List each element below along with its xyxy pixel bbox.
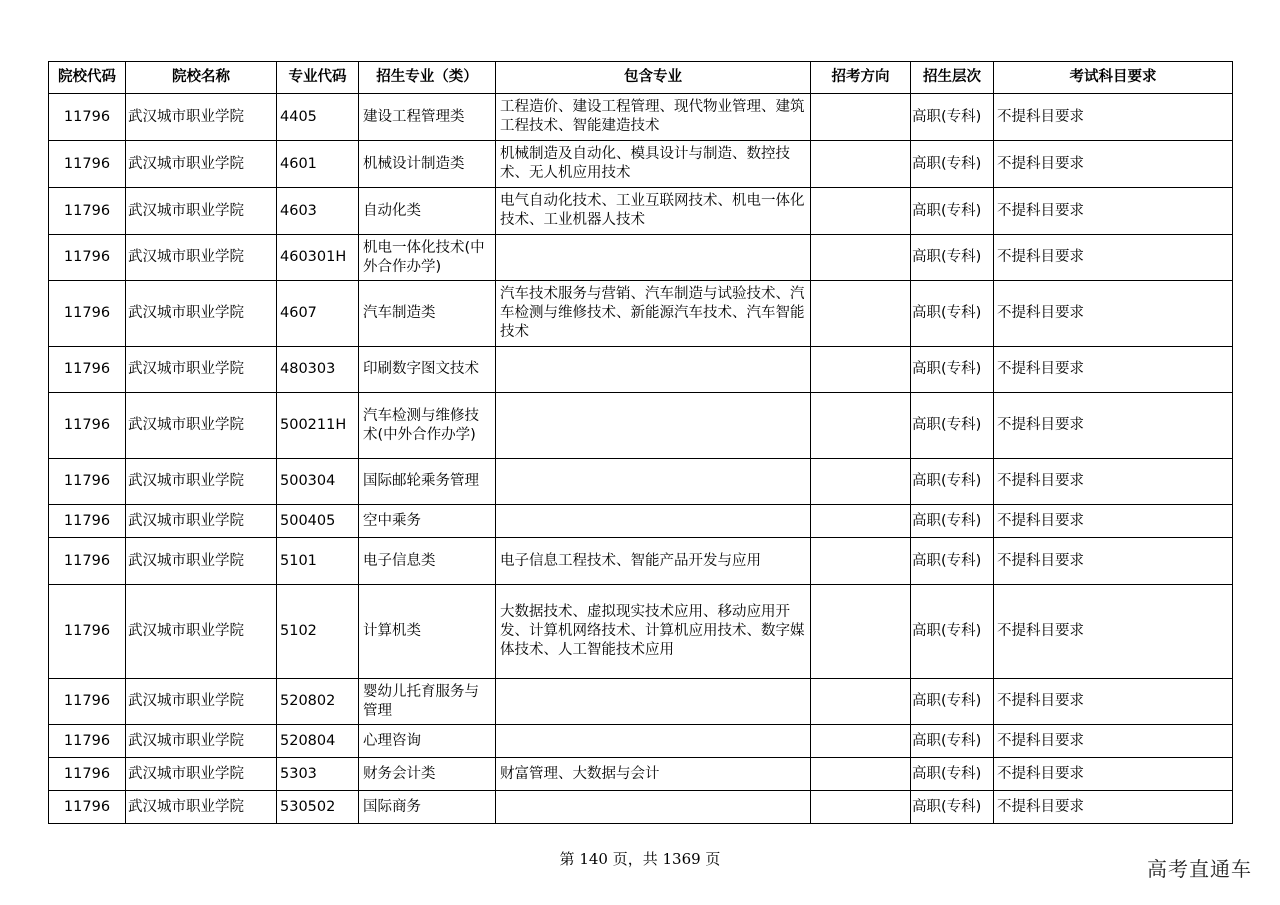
cell-school-code: 11796 [49,585,126,679]
col-header-includes: 包含专业 [496,62,811,94]
cell-direction [811,791,911,824]
col-header-requirement: 考试科目要求 [994,62,1233,94]
col-header-direction: 招考方向 [811,62,911,94]
table-row [49,235,1233,281]
cell-requirement: 不提科目要求 [994,538,1233,585]
table-body [49,94,1233,824]
cell-school-code: 11796 [49,94,126,141]
cell-direction [811,188,911,235]
cell-includes: 大数据技术、虚拟现实技术应用、移动应用开发、计算机网络技术、计算机应用技术、数字媒体技术、人工智能技术应用 [496,585,811,679]
cell-school-code: 11796 [49,141,126,188]
cell-major: 自动化类 [359,188,496,235]
cell-school-name: 武汉城市职业学院 [126,585,277,679]
cell-school-name: 武汉城市职业学院 [126,538,277,585]
table-row [49,281,1233,347]
cell-direction [811,94,911,141]
cell-major-code: 4405 [277,94,359,141]
cell-school-code: 11796 [49,538,126,585]
table-row [49,679,1233,725]
cell-major-code: 520804 [277,725,359,758]
cell-major: 心理咨询 [359,725,496,758]
table-row [49,459,1233,505]
page-number: 第 140 页，共 1369 页 [559,850,721,868]
cell-requirement: 不提科目要求 [994,679,1233,725]
cell-direction [811,235,911,281]
table-row [49,791,1233,824]
cell-requirement: 不提科目要求 [994,393,1233,459]
table-row [49,538,1233,585]
cell-direction [811,505,911,538]
cell-major-code: 520802 [277,679,359,725]
table-row [49,141,1233,188]
cell-requirement: 不提科目要求 [994,585,1233,679]
cell-major-code: 460301H [277,235,359,281]
cell-major: 计算机类 [359,585,496,679]
cell-includes [496,235,811,281]
cell-direction [811,538,911,585]
cell-major: 电子信息类 [359,538,496,585]
table-row [49,725,1233,758]
cell-major: 财务会计类 [359,758,496,791]
cell-major-code: 480303 [277,347,359,393]
cell-school-name: 武汉城市职业学院 [126,393,277,459]
cell-school-name: 武汉城市职业学院 [126,141,277,188]
cell-level: 高职(专科) [911,585,994,679]
cell-major-code: 4603 [277,188,359,235]
table-row [49,505,1233,538]
table-row [49,94,1233,141]
cell-major-code: 5101 [277,538,359,585]
cell-level: 高职(专科) [911,281,994,347]
table-row [49,393,1233,459]
cell-school-name: 武汉城市职业学院 [126,679,277,725]
cell-direction [811,758,911,791]
cell-level: 高职(专科) [911,94,994,141]
cell-major-code: 500405 [277,505,359,538]
cell-level: 高职(专科) [911,758,994,791]
cell-school-code: 11796 [49,758,126,791]
cell-major-code: 4607 [277,281,359,347]
cell-requirement: 不提科目要求 [994,347,1233,393]
cell-direction [811,585,911,679]
cell-includes: 电子信息工程技术、智能产品开发与应用 [496,538,811,585]
cell-level: 高职(专科) [911,725,994,758]
cell-level: 高职(专科) [911,393,994,459]
cell-includes [496,791,811,824]
cell-includes [496,679,811,725]
cell-school-code: 11796 [49,505,126,538]
watermark-logo: 高考直通车 [1147,857,1252,881]
cell-includes: 电气自动化技术、工业互联网技术、机电一体化技术、工业机器人技术 [496,188,811,235]
table-row [49,188,1233,235]
cell-major: 国际邮轮乘务管理 [359,459,496,505]
cell-school-name: 武汉城市职业学院 [126,791,277,824]
table-row [49,758,1233,791]
table-row [49,585,1233,679]
cell-includes [496,347,811,393]
cell-level: 高职(专科) [911,679,994,725]
cell-major-code: 5102 [277,585,359,679]
cell-requirement: 不提科目要求 [994,94,1233,141]
cell-level: 高职(专科) [911,141,994,188]
cell-major: 汽车制造类 [359,281,496,347]
cell-major-code: 500211H [277,393,359,459]
cell-school-name: 武汉城市职业学院 [126,188,277,235]
cell-requirement: 不提科目要求 [994,141,1233,188]
cell-requirement: 不提科目要求 [994,505,1233,538]
cell-direction [811,347,911,393]
cell-major-code: 4601 [277,141,359,188]
cell-direction [811,393,911,459]
cell-school-name: 武汉城市职业学院 [126,725,277,758]
cell-school-code: 11796 [49,235,126,281]
cell-school-name: 武汉城市职业学院 [126,505,277,538]
cell-requirement: 不提科目要求 [994,281,1233,347]
cell-school-code: 11796 [49,791,126,824]
cell-major: 印刷数字图文技术 [359,347,496,393]
header-row [49,62,1233,94]
cell-school-code: 11796 [49,347,126,393]
cell-level: 高职(专科) [911,188,994,235]
cell-direction [811,281,911,347]
cell-direction [811,141,911,188]
cell-major: 空中乘务 [359,505,496,538]
cell-includes: 汽车技术服务与营销、汽车制造与试验技术、汽车检测与维修技术、新能源汽车技术、汽车智能技术 [496,281,811,347]
cell-school-code: 11796 [49,679,126,725]
cell-requirement: 不提科目要求 [994,758,1233,791]
cell-major-code: 530502 [277,791,359,824]
col-header-school-name: 院校名称 [126,62,277,94]
cell-school-code: 11796 [49,281,126,347]
cell-direction [811,725,911,758]
cell-requirement: 不提科目要求 [994,725,1233,758]
cell-requirement: 不提科目要求 [994,791,1233,824]
cell-major: 机械设计制造类 [359,141,496,188]
col-header-major-code: 专业代码 [277,62,359,94]
cell-major-code: 500304 [277,459,359,505]
cell-school-code: 11796 [49,725,126,758]
cell-level: 高职(专科) [911,235,994,281]
cell-major-code: 5303 [277,758,359,791]
cell-school-code: 11796 [49,459,126,505]
cell-major: 国际商务 [359,791,496,824]
cell-includes: 工程造价、建设工程管理、现代物业管理、建筑工程技术、智能建造技术 [496,94,811,141]
admissions-table [48,61,1233,824]
cell-level: 高职(专科) [911,791,994,824]
col-header-major: 招生专业（类） [359,62,496,94]
cell-includes [496,505,811,538]
cell-school-name: 武汉城市职业学院 [126,758,277,791]
cell-major: 机电一体化技术(中外合作办学) [359,235,496,281]
col-header-level: 招生层次 [911,62,994,94]
cell-school-code: 11796 [49,188,126,235]
cell-major: 建设工程管理类 [359,94,496,141]
cell-includes [496,459,811,505]
cell-requirement: 不提科目要求 [994,235,1233,281]
cell-includes: 机械制造及自动化、模具设计与制造、数控技术、无人机应用技术 [496,141,811,188]
cell-major: 婴幼儿托育服务与管理 [359,679,496,725]
cell-level: 高职(专科) [911,538,994,585]
table-row [49,347,1233,393]
col-header-school-code: 院校代码 [49,62,126,94]
cell-includes [496,393,811,459]
cell-level: 高职(专科) [911,505,994,538]
cell-level: 高职(专科) [911,459,994,505]
cell-school-name: 武汉城市职业学院 [126,347,277,393]
cell-requirement: 不提科目要求 [994,188,1233,235]
cell-school-name: 武汉城市职业学院 [126,459,277,505]
cell-level: 高职(专科) [911,347,994,393]
cell-school-name: 武汉城市职业学院 [126,281,277,347]
cell-school-name: 武汉城市职业学院 [126,94,277,141]
cell-requirement: 不提科目要求 [994,459,1233,505]
cell-school-code: 11796 [49,393,126,459]
cell-school-name: 武汉城市职业学院 [126,235,277,281]
cell-includes: 财富管理、大数据与会计 [496,758,811,791]
cell-includes [496,725,811,758]
cell-major: 汽车检测与维修技术(中外合作办学) [359,393,496,459]
cell-direction [811,459,911,505]
cell-direction [811,679,911,725]
